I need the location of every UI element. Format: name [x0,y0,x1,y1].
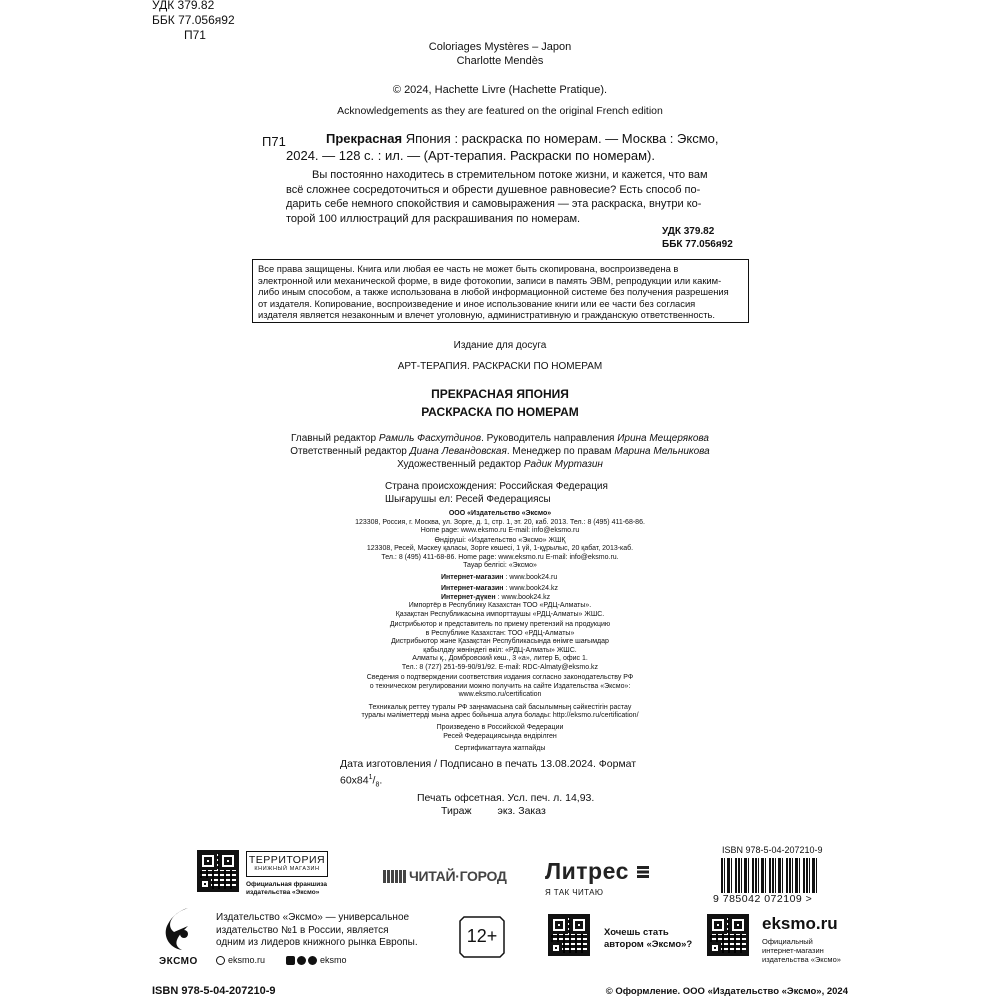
book-title: ПРЕКРАСНАЯ ЯПОНИЯ [431,387,569,401]
staff-line3 [230,458,770,471]
barcode-number: 9 785042 072109 [713,893,803,905]
about-line: одним из лидеров книжного рынка Европы. [216,937,418,948]
litres-tagline: Я ТАК ЧИТАЮ [545,888,604,897]
importer-block [300,602,700,619]
shop-url: : www.book24.kz [495,594,551,601]
publisher-kz-contacts: Тел.: 8 (495) 411-68-86. Home page: www.eksmo.ru E-mail: info@eksmo.ru. [381,553,619,561]
original-copyright [250,81,750,120]
isbn-bottom: ISBN 978-5-04-207210-9 [152,985,276,997]
conformity-block [300,674,700,721]
annotation-line: торой 100 иллюстраций для раскрашивания по номерам. [286,212,581,225]
format-sub: 8 [375,781,380,789]
book-subtitle: РАСКРАСКА ПО НОМЕРАМ [421,405,579,419]
name-chief-editor: Рамиль Фасхутдинов [378,433,482,444]
shop-kz [441,584,558,593]
age-rating-badge [458,915,506,959]
rights-line: электронной или механической форме, в виде фотокопии, записи в память ЭВМ, репродукции или каким- [258,274,722,286]
importer-kz: Қазақстан Республикасына импорттаушы «РДЦ-Алматы» ЖШС. [395,610,605,618]
name-resp-editor: Диана Левандовская [409,446,507,457]
role-chief-editor: Главный редактор [291,433,379,444]
shop-url: : www.book24.kz [503,585,558,592]
bib-record [286,130,746,164]
bib-classification [662,225,733,251]
publisher-block [300,510,700,571]
eksmo-about [216,912,418,950]
social-label: eksmo [320,955,347,965]
bib-code: П71 [262,134,286,149]
author-question[interactable] [604,927,692,951]
publisher-kz: Өндіруші: «Издательство «Эксмо» ЖШҚ [434,536,566,544]
eksmo-shop-caption [762,937,841,964]
shop-label: Интернет-магазин [441,574,504,581]
print-run-label: Тираж [441,804,472,817]
distributor-line: в Республике Казахстан: ТОО «РДЦ-Алматы» [425,629,575,637]
territory-caption [246,881,327,897]
eksmo-social-links[interactable] [286,955,347,965]
shops-list [441,573,558,602]
bib-udk: УДК 379.82 [662,226,715,237]
telegram-icon[interactable] [308,956,317,965]
territory-logo-title: ТЕРРИТОРИЯ [248,854,326,866]
cert-note: Сертификаттауға жатпайды [454,745,546,752]
original-author: Charlotte Mendès [456,55,544,67]
bib-annotation [286,168,746,226]
publisher-web: Home page: www.eksmo.ru E-mail: info@eksmo.ru [420,527,580,534]
bib-title-bold: Прекрасная [326,131,403,146]
territory-caption-line: издательства «Эксмо» [246,889,320,896]
name-rights-manager: Марина Мельникова [614,446,710,457]
staff-line2 [230,445,770,458]
annotation-line: Вы постоянно находитесь в стремительном потоке жизни, и кажется, что вам [312,169,708,181]
staff-line1 [230,432,770,445]
litres-logo-text: Литрес [545,858,629,884]
eksmo-shop-title[interactable]: eksmo.ru [762,914,838,933]
distributor-line: Алматы қ., Домбровский көш., 3 «а», литер Б, офис 1. [412,655,588,662]
eksmo-site-link[interactable] [216,955,265,965]
shop-caption-line: Официальный [762,937,813,946]
eksmo-emblem-icon [160,904,200,952]
distributor-line: Дистрибьютор и представитель по приему претензий на продукцию [389,621,611,628]
print-info [340,758,680,818]
distributor-line: Тел.: 8 (727) 251-59-90/91/92. E-mail: RDC-Almaty@eksmo.kz [401,663,599,671]
format-sup: 1 [368,774,373,781]
conformity-line: www.eksmo.ru/certification [458,691,542,698]
litres-logo [545,858,649,897]
role-head: . Руководитель направления [481,433,618,444]
ok-icon[interactable] [297,956,306,965]
conformity-line: Техникалық реттеу туралы РФ заңнамасына сай басылымның сәйкестігін растау [368,703,632,711]
conformity-line: туралы мәліметтерді мына адрес бойынша алуға болады: http://eksmo.ru/certification/ [361,712,639,719]
print-dot: . [379,774,383,787]
territory-logo [246,851,328,877]
territory-qr-code [197,850,239,892]
shop-label: Интернет-дүкен [441,594,496,601]
country-ru: Страна происхождения: Российская Федерация [385,481,608,492]
top-codes [152,0,235,43]
shop-caption-line: интернет-магазин [762,946,824,955]
bib-line2: 2024. — 128 с. : ил. — (Арт-терапия. Раскраски по номерам). [286,148,655,163]
rights-line: от издателя. Копирование, воспроизведение и иное использование книги или ее части без согласия [258,297,696,309]
print-line3 [340,805,680,818]
annotation-line: дарить себе немного спокойствия и самовыражения — эта раскраска, внутри ко- [286,198,702,210]
produced-block [300,724,700,754]
isbn-barcode [721,858,820,893]
eksmo-wordmark: ЭКСМО [159,956,198,967]
about-line: Издательство «Эксмо» — универсальное [216,912,410,923]
name-head: Ирина Мещерякова [617,433,709,444]
country-kz: Шығарушы ел: Ресей Федерациясы [385,494,551,505]
copyright-line: © 2024, Hachette Livre (Hachette Pratique). [392,84,608,96]
produced-ru: Произведено в Российской Федерации [436,724,564,731]
original-title: Coloriages Mystères – Japon [428,41,572,53]
print-line1: Дата изготовления / Подписано в печать 13.08.2024. Формат $60х84^1/_8$. [340,758,637,789]
series-name: АРТ-ТЕРАПИЯ. РАСКРАСКИ ПО НОМЕРАМ [397,361,603,372]
design-copyright: © Оформление. ООО «Издательство «Эксмо», 2024 [605,986,848,997]
country-info [385,480,608,506]
author-question-line: автором «Эксмо»? [604,939,693,950]
publisher-trademark: Тауар белгісі: «Эксмо» [463,562,537,569]
globe-icon [216,956,225,965]
barcode-digits [713,893,812,905]
chitai-gorod-logo [383,868,507,884]
chitai-gorod-text: ЧИТАЙ·ГОРОД [409,868,507,884]
rights-line: либо иным способом, а также использована в любой информационной системе без получения разрешения [258,286,729,298]
role-resp-editor: Ответственный редактор [290,446,410,457]
litres-menu-icon [637,866,649,878]
edition-type: Издание для досуга [453,340,547,351]
staff-credits [230,432,770,471]
distributor-line: Дистрибьютор және Қазақстан Республикасында өнімге шағымдар [391,638,609,645]
chitai-gorod-icon [383,870,407,883]
top-udk: УДК 379.82 [152,0,215,12]
vk-icon[interactable] [286,956,295,965]
territory-logo-sub: КНИЖНЫЙ МАГАЗИН [254,866,320,872]
site-label: eksmo.ru [228,955,266,965]
rights-line: издателя является незаконным и влечет уголовную, административную и гражданскую ответственность. [258,309,716,321]
about-line: издательство №1 в России, является [216,924,389,936]
name-art-editor: Радик Муртазин [523,459,603,470]
original-info [300,40,700,68]
publisher-kz-addr: 123308, Ресей, Мәскеу қаласы, Зорге көшесі, 1 үй, 1-құрылыс, 20 қабат, 2013-каб. [366,545,634,552]
produced-kz: Ресей Федерациясында өндірілген [443,732,557,740]
shop-kz2 [441,593,558,602]
barcode-arrow: > [805,893,813,905]
distributor-block [300,621,700,672]
author-qr-code [548,914,590,956]
bib-bbk: ББК 77.056я92 [662,239,733,250]
importer-ru: Импортёр в Республику Казахстан ТОО «РДЦ-Алматы». [408,602,592,609]
acknowledgements-line: Acknowledgements as they are featured on the original French edition [337,105,663,117]
annotation-line: всё сложнее сосредоточиться и обрести душевное равновесие? Есть способ по- [286,183,701,196]
age-rating-text: 12+ [466,926,498,946]
print-format: Дата изготовления / Подписано в печать 13.08.2024. Формат 60х84 [340,758,637,787]
shop-caption-line: издательства «Эксмо» [762,955,841,964]
author-question-line: Хочешь стать [604,927,669,938]
isbn-top-label: ISBN 978-5-04-207210-9 [722,845,823,855]
role-rights-manager: . Менеджер по правам [506,446,615,457]
publisher-addr: 123308, Россия, г. Москва, ул. Зорге, д. 1, стр. 1, эт. 20, каб. 2013. Тел.: 8 (495) 411-68-86. [355,518,645,526]
publisher-name: ООО «Издательство «Эксмо» [448,510,552,517]
shop-ru [441,573,558,582]
print-line2: Печать офсетная. Усл. печ. л. 14,93. [417,791,595,804]
shop-label: Интернет-магазин [441,585,504,592]
distributor-line: қабылдау жөніндегі өкіл: «РДЦ-Алматы» ЖШС. [423,646,577,654]
eksmo-emblem-svg [160,904,200,952]
rights-line: Все права защищены. Книга или любая ее часть не может быть скопирована, воспроизведена в [258,263,679,274]
shop-url: : www.book24.ru [503,574,558,581]
conformity-line: Сведения о подтверждении соответствия издания согласно законодательству РФ [366,674,634,681]
bib-line1-rest: Япония : раскраска по номерам. — Москва : Эксмо, [402,131,719,146]
conformity-line: о техническом регулировании можно получить на сайте Издательства «Эксмо»: [369,682,631,690]
bib-line1 [286,130,746,147]
top-p71: П71 [184,28,206,42]
role-art-editor: Художественный редактор [397,459,524,470]
litres-logo-row [545,858,649,885]
top-bbk: ББК 77.056я92 [152,13,235,27]
shop-qr-code [707,914,749,956]
territory-caption-line: Официальная франшиза [246,881,327,888]
rights-box [252,259,749,323]
print-order-label: экз. Заказ [497,804,546,817]
